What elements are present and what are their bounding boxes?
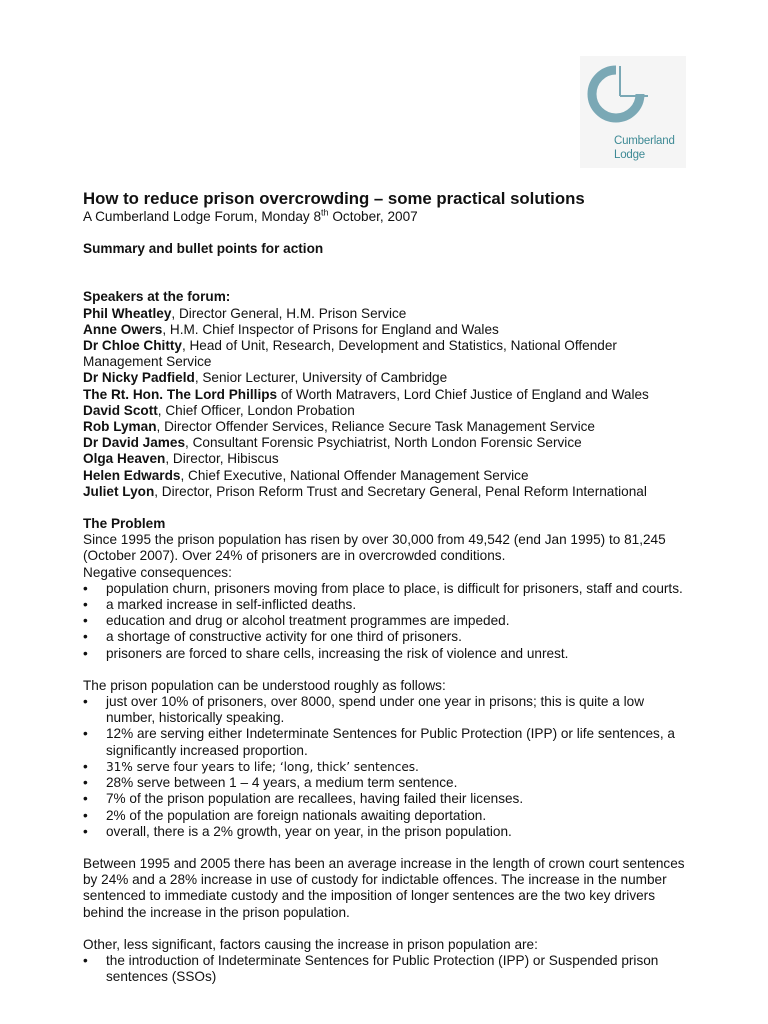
logo-line-2: Lodge [614, 148, 645, 161]
list-item [83, 953, 693, 985]
list-item-text: just over 10% of prisoners, over 8000, spend under one year in prisons; this is quite a low number, historically speaking. [106, 694, 645, 726]
list-item [83, 824, 693, 840]
speaker-item [83, 338, 693, 370]
bullet-icon: • [83, 807, 88, 823]
bullet-icon: • [83, 597, 88, 613]
list-item-text: 28% serve between 1 – 4 years, a medium term sentence. [106, 775, 458, 791]
speaker-name: Anne Owers [83, 321, 163, 337]
list-item [83, 726, 693, 758]
speaker-role: , Senior Lecturer, University of Cambridge [194, 370, 448, 386]
list-item-text: 12% are serving either Indeterminate Sentences for Public Protection (IPP) or life sentences, a significantly increased proportion. [106, 726, 675, 758]
speaker-role: , Chief Officer, London Probation [157, 402, 355, 418]
bullet-icon: • [83, 952, 88, 968]
speaker-item [83, 387, 693, 403]
consequences-list [83, 581, 693, 662]
list-item [83, 581, 693, 597]
document-subtitle [83, 209, 693, 225]
speaker-item [83, 419, 693, 435]
population-list [83, 694, 693, 840]
document-title: How to reduce prison overcrowding – some practical solutions [83, 189, 585, 208]
cumberland-lodge-logo [580, 56, 686, 168]
bullet-icon: • [83, 758, 88, 774]
list-item [83, 791, 693, 807]
sentencing-paragraph: Between 1995 and 2005 there has been an average increase in the length of crown court sentences by 24% and a 28% increase in use of custody for indictable offences. The increase in the number sentenced to immediate custody and the imposition of longer sentences are the two key drivers behind the increase in the prison population. [83, 855, 685, 920]
logo-mark-icon [586, 62, 656, 132]
list-item-text: 2% of the population are foreign nationals awaiting deportation. [106, 807, 487, 823]
list-item-text: overall, there is a 2% growth, year on year, in the prison population. [106, 823, 512, 839]
list-item-text: a shortage of constructive activity for one third of prisoners. [106, 629, 462, 645]
bullet-icon: • [83, 694, 88, 710]
speaker-role: , Head of Unit, Research, Development and Statistics, National Offender Management Service [83, 338, 617, 370]
speaker-name: The Rt. Hon. The Lord Phillips [83, 386, 278, 402]
subtitle-before: A Cumberland Lodge Forum, Monday 8 [83, 209, 322, 224]
bullet-icon: • [83, 775, 88, 791]
speaker-role: , Director General, H.M. Prison Service [171, 305, 407, 321]
bullet-icon: • [83, 613, 88, 629]
consequences-label: Negative consequences: [83, 564, 232, 580]
list-item-text: the introduction of Indeterminate Sentences for Public Protection (IPP) or Suspended prison sentences (SSOs) [106, 952, 659, 985]
speaker-role: , Director Offender Services, Reliance Secure Task Management Service [156, 419, 595, 435]
list-item [83, 694, 693, 726]
speaker-role: of Worth Matravers, Lord Chief Justice of England and Wales [277, 386, 649, 402]
speaker-name: Dr David James [83, 435, 186, 451]
list-item [83, 629, 693, 645]
speaker-item [83, 370, 693, 386]
summary-heading: Summary and bullet points for action [83, 241, 324, 257]
bullet-icon: • [83, 791, 88, 807]
speaker-item [83, 322, 693, 338]
list-item [83, 775, 693, 791]
bullet-icon: • [83, 823, 88, 839]
list-item [83, 808, 693, 824]
other-factors-list [83, 953, 693, 985]
list-item [83, 646, 693, 662]
speaker-name: Rob Lyman [83, 419, 157, 435]
speaker-item [83, 403, 693, 419]
speaker-role: , H.M. Chief Inspector of Prisons for England and Wales [162, 321, 499, 337]
bullet-icon: • [83, 726, 88, 742]
logo-line-1: Cumberland [614, 135, 675, 147]
speaker-item [83, 451, 693, 467]
population-label: The prison population can be understood roughly as follows: [83, 677, 446, 693]
list-item-text: population churn, prisoners moving from place to place, is difficult for prisoners, staff and courts. [106, 580, 683, 596]
speaker-name: Dr Nicky Padfield [83, 370, 195, 386]
list-item-text: 31% serve four years to life; ‘long, thick’ sentences. [106, 759, 419, 774]
speaker-role: , Consultant Forensic Psychiatrist, North London Forensic Service [185, 435, 582, 451]
list-item [83, 613, 693, 629]
speaker-item [83, 484, 693, 500]
subtitle-sup: th [321, 207, 329, 218]
speaker-name: Olga Heaven [83, 451, 166, 467]
speakers-heading: Speakers at the forum: [83, 289, 231, 305]
speaker-role: , Director, Prison Reform Trust and Secretary General, Penal Reform International [154, 483, 647, 499]
speakers-list [83, 306, 693, 500]
list-item [83, 759, 693, 775]
problem-intro: Since 1995 the prison population has risen by over 30,000 from 49,542 (end Jan 1995) to 81,245 (October 2007). Over 24% of prisoners are in overcrowded conditions. [83, 532, 666, 564]
speaker-name: Helen Edwards [83, 467, 181, 483]
document-body [83, 189, 693, 985]
logo-text [614, 135, 675, 162]
speaker-role: , Chief Executive, National Offender Management Service [180, 467, 529, 483]
speaker-item [83, 306, 693, 322]
subtitle-after: October, 2007 [328, 209, 418, 224]
problem-heading: The Problem [83, 516, 166, 532]
list-item-text: education and drug or alcohol treatment programmes are impeded. [106, 613, 510, 629]
speaker-role: , Director, Hibiscus [165, 451, 279, 467]
bullet-icon: • [83, 629, 88, 645]
speaker-name: Dr Chloe Chitty [83, 338, 182, 354]
speaker-item [83, 468, 693, 484]
bullet-icon: • [83, 580, 88, 596]
list-item-text: a marked increase in self-inflicted deaths. [106, 597, 357, 613]
list-item-text: prisoners are forced to share cells, increasing the risk of violence and unrest. [106, 645, 569, 661]
speaker-name: Juliet Lyon [83, 483, 155, 499]
list-item-text: 7% of the prison population are recallees, having failed their licenses. [106, 791, 524, 807]
other-factors-label: Other, less significant, factors causing the increase in prison population are: [83, 936, 538, 952]
speaker-name: David Scott [83, 402, 158, 418]
list-item [83, 597, 693, 613]
speaker-item [83, 435, 693, 451]
speaker-name: Phil Wheatley [83, 305, 172, 321]
bullet-icon: • [83, 645, 88, 661]
